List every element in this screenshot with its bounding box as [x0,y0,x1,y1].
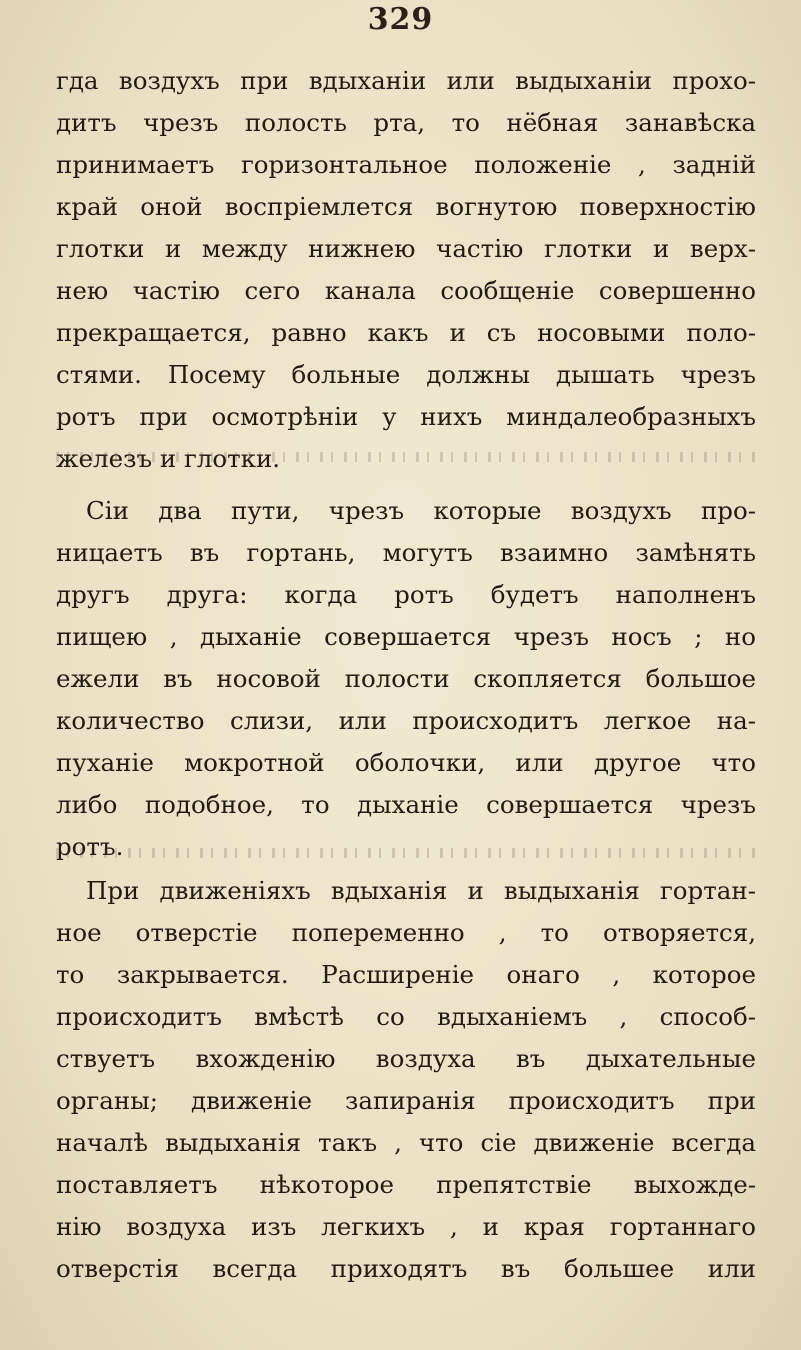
text-line: железъ и глотки. [56,444,281,473]
text-line: пуханіе мокротной оболочки, или другое что [56,748,756,777]
text-line: ротъ при осмотрѣніи у нихъ миндалеобразныхъ [56,402,756,431]
text-line: количество слизи, или происходитъ легкое на- [56,706,756,735]
show-through-smudge [56,452,756,462]
show-through-smudge [56,848,756,858]
text-line: либо подобное, то дыханіе совершается чрезъ [56,790,756,819]
text-line: пищею , дыханіе совершается чрезъ носъ ; но [56,622,756,651]
text-line: При движеніяхъ вдыханія и выдыханія гортан- [86,876,756,905]
text-line: ное отверстіе попеременно , то отворяется, [56,918,756,947]
text-line: принимаетъ горизонтальное положеніе , задній [56,150,756,179]
text-line: другъ друга: когда ротъ будетъ наполненъ [56,580,756,609]
text-line: дитъ чрезъ полость рта, то нёбная занавѣска [56,108,756,137]
text-line: прекращается, равно какъ и съ носовыми поло- [56,318,756,347]
text-line: происходитъ вмѣстѣ со вдыханіемъ , способ- [56,1002,756,1031]
text-line: стями. Посему больные должны дышать чрезъ [56,360,756,389]
text-line: отверстія всегда приходятъ въ большее или [56,1254,756,1283]
text-line: то закрывается. Расширеніе онаго , которое [56,960,756,989]
text-line: ствуетъ вхожденію воздуха въ дыхательные [56,1044,756,1073]
paragraph-2 [56,490,756,868]
text-line: Сіи два пути, чрезъ которые воздухъ про- [86,496,756,525]
page-number: 329 [367,2,434,37]
text-line: нею частію сего канала сообщеніе совершенно [56,276,756,305]
text-line: ротъ. [56,832,124,861]
text-line: ежели въ носовой полости скопляется большое [56,664,756,693]
text-line: гда воздухъ при вдыханіи или выдыханіи прохо- [56,66,756,95]
paragraph-1 [56,60,756,480]
text-line: край оной воспріемлется вогнутою поверхностію [56,192,756,221]
paragraph-3 [56,870,756,1290]
text-line: началѣ выдыханія такъ , что сіе движеніе всегда [56,1128,756,1157]
text-line: поставляетъ нѣкоторое препятствіе выхожде- [56,1170,756,1199]
text-line: органы; движеніе запиранія происходитъ при [56,1086,756,1115]
text-line: ницаетъ въ гортань, могутъ взаимно замѣнять [56,538,756,567]
text-line: нію воздуха изъ легкихъ , и края гортаннаго [56,1212,756,1241]
text-line: глотки и между нижнею частію глотки и верх- [56,234,756,263]
